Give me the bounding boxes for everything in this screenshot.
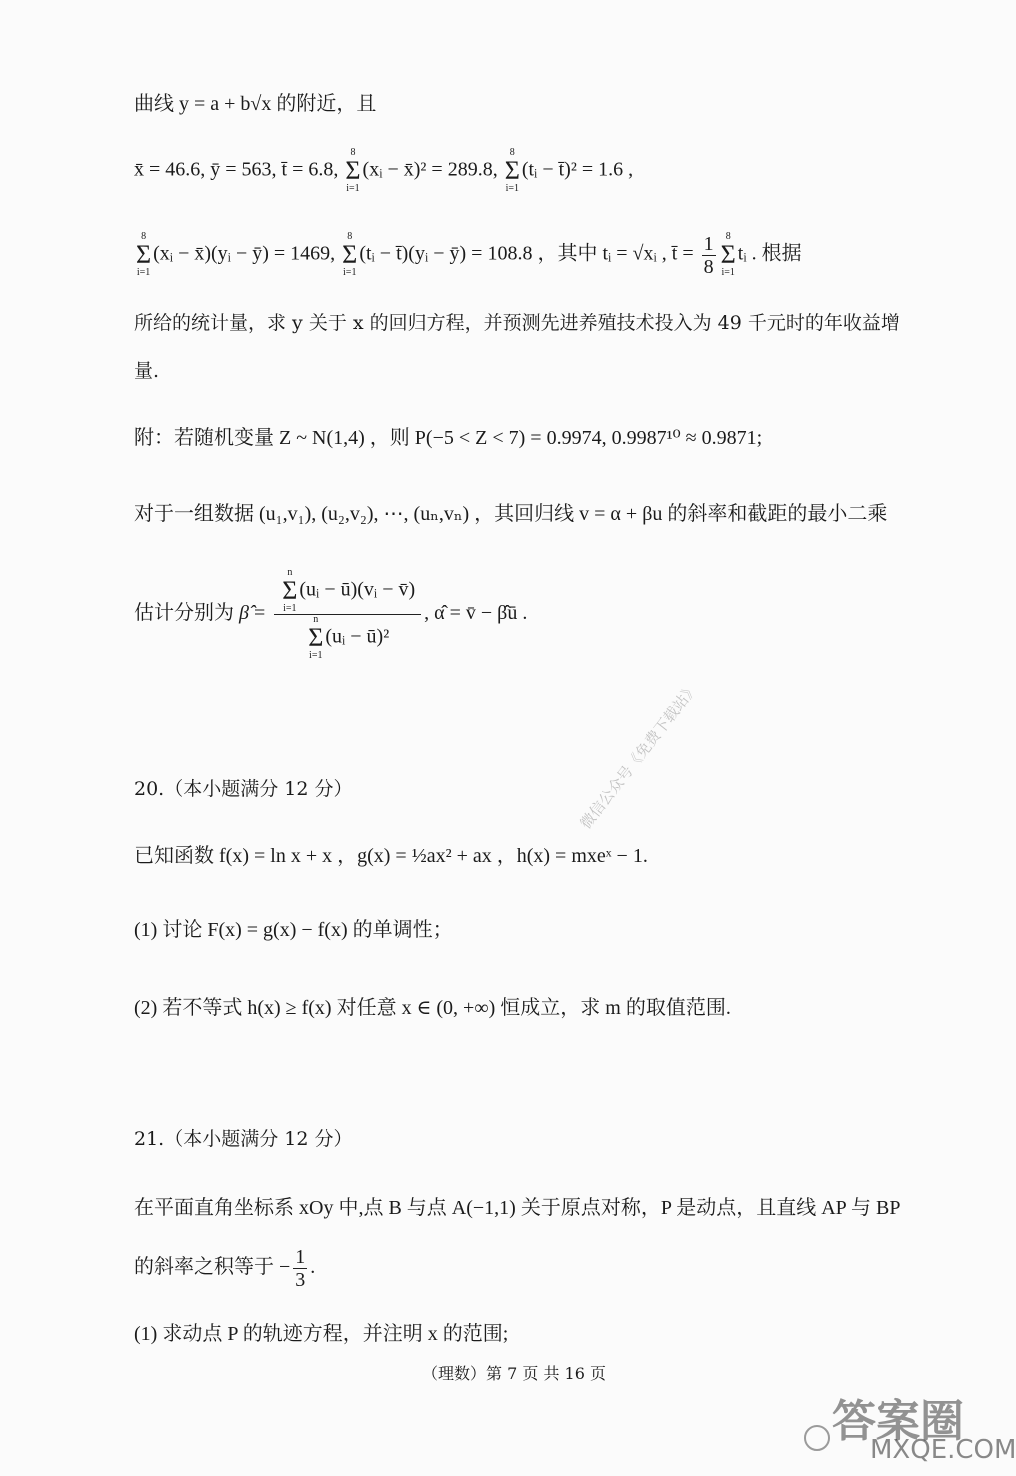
stat-means: x̄ = 46.6, ȳ = 563, t̄ = 6.8,	[134, 158, 339, 181]
q21-body-1: 在平面直角坐标系 xOy 中,点 B 与点 A(−1,1) 关于原点对称，P 是动点，且直线 AP 与 BP	[134, 1197, 901, 1219]
stat-sxy: (xᵢ − x̄)(yᵢ − ȳ) = 1469,	[153, 242, 336, 265]
fraction-one-eighth: $\frac{1}{8}$	[703, 232, 714, 278]
text-line-regression-intro: 对于一组数据 (u₁,v₁), (u₂,v₂), ⋯, (uₙ,vₙ) ，其回归线 v = α + βu 的斜率和截距的最小二乘	[134, 503, 888, 525]
formula-prefix: 估计分别为	[134, 602, 234, 625]
q20-title: 20.（本小题满分 12 分）	[134, 778, 353, 800]
sigma-sum: 8 Σ i=1	[342, 231, 358, 278]
site-logo	[800, 1385, 1016, 1473]
fraction-one-third: $\frac{1}{3}$	[295, 1246, 306, 1291]
watermark: 微信公众号《免费下载站》	[576, 679, 702, 833]
stat-sty: (tᵢ − t̄)(yᵢ − ȳ) = 108.8 ，其中	[359, 242, 598, 265]
logo-circle-icon	[804, 1425, 830, 1451]
sigma-sum: 8 Σ i=1	[345, 147, 361, 194]
beta-numerator: (uᵢ − ū)(vᵢ − v̄)	[299, 578, 416, 601]
q20-part1: (1) 讨论 F(x) = g(x) − f(x) 的单调性；	[134, 919, 453, 941]
page-footer: （理数）第 7 页 共 16 页	[422, 1364, 606, 1383]
alpha-hat: , α̂ = v̄ − β̂ū .	[424, 602, 528, 625]
logo-subtext: MXQE.COM	[870, 1435, 1016, 1465]
text-line-question-end: 量.	[134, 360, 160, 382]
q20-functions: 已知函数 f(x) = ln x + x ，g(x) = ½ax² + ax ，h(x) = mxeˣ − 1.	[134, 845, 648, 867]
stat-stt: (tᵢ − t̄)² = 1.6 ,	[521, 158, 634, 181]
stat-t-mean-tail: tᵢ . 根据	[737, 242, 802, 265]
stat-t-def: tᵢ = √xᵢ , t̄ =	[602, 242, 694, 265]
q21-title: 21.（本小题满分 12 分）	[134, 1128, 353, 1150]
text-line-question: 所给的统计量，求 y 关于 x 的回归方程，并预测先进养殖技术投入为 49 千元时的年收益增	[134, 312, 900, 334]
text-line-appendix: 附：若随机变量 Z ~ N(1,4) ，则 P(−5 < Z < 7) = 0.9974, 0.9987¹⁰ ≈ 0.9871;	[134, 427, 763, 449]
text-line-curve: 曲线 y = a + b√x 的附近，且	[134, 93, 377, 115]
q20-part2: (2) 若不等式 h(x) ≥ f(x) 对任意 x ∈ (0, +∞) 恒成立，求 m 的取值范围.	[134, 997, 731, 1019]
sigma-sum: 8 Σ i=1	[720, 231, 736, 278]
beta-fraction: n Σ i=1 (uᵢ − ū)(vᵢ − v̄) n Σ i=1 (uᵢ − ū)²	[274, 568, 421, 661]
text-line-statistics-2	[134, 232, 802, 278]
formula-beta-hat: 估计分别为 β̂ = n Σ i=1 (uᵢ − ū)(vᵢ − v̄) n Σ i=1 (uᵢ − ū)² , α̂ = v̄ − β̂ū .	[134, 567, 528, 661]
beta-denominator: (uᵢ − ū)²	[325, 625, 390, 648]
sigma-sum: 8 Σ i=1	[504, 147, 520, 194]
stat-sxx: (xᵢ − x̄)² = 289.8,	[362, 158, 498, 181]
logo-text: 答案圈	[832, 1396, 964, 1447]
text-line-statistics-1	[134, 148, 633, 194]
sigma-sum: 8 Σ i=1	[136, 231, 152, 278]
q21-body-2: 的斜率之积等于 − $\frac{1}{3}$ .	[134, 1246, 316, 1291]
q21-part1: (1) 求动点 P 的轨迹方程，并注明 x 的范围;	[134, 1323, 509, 1345]
